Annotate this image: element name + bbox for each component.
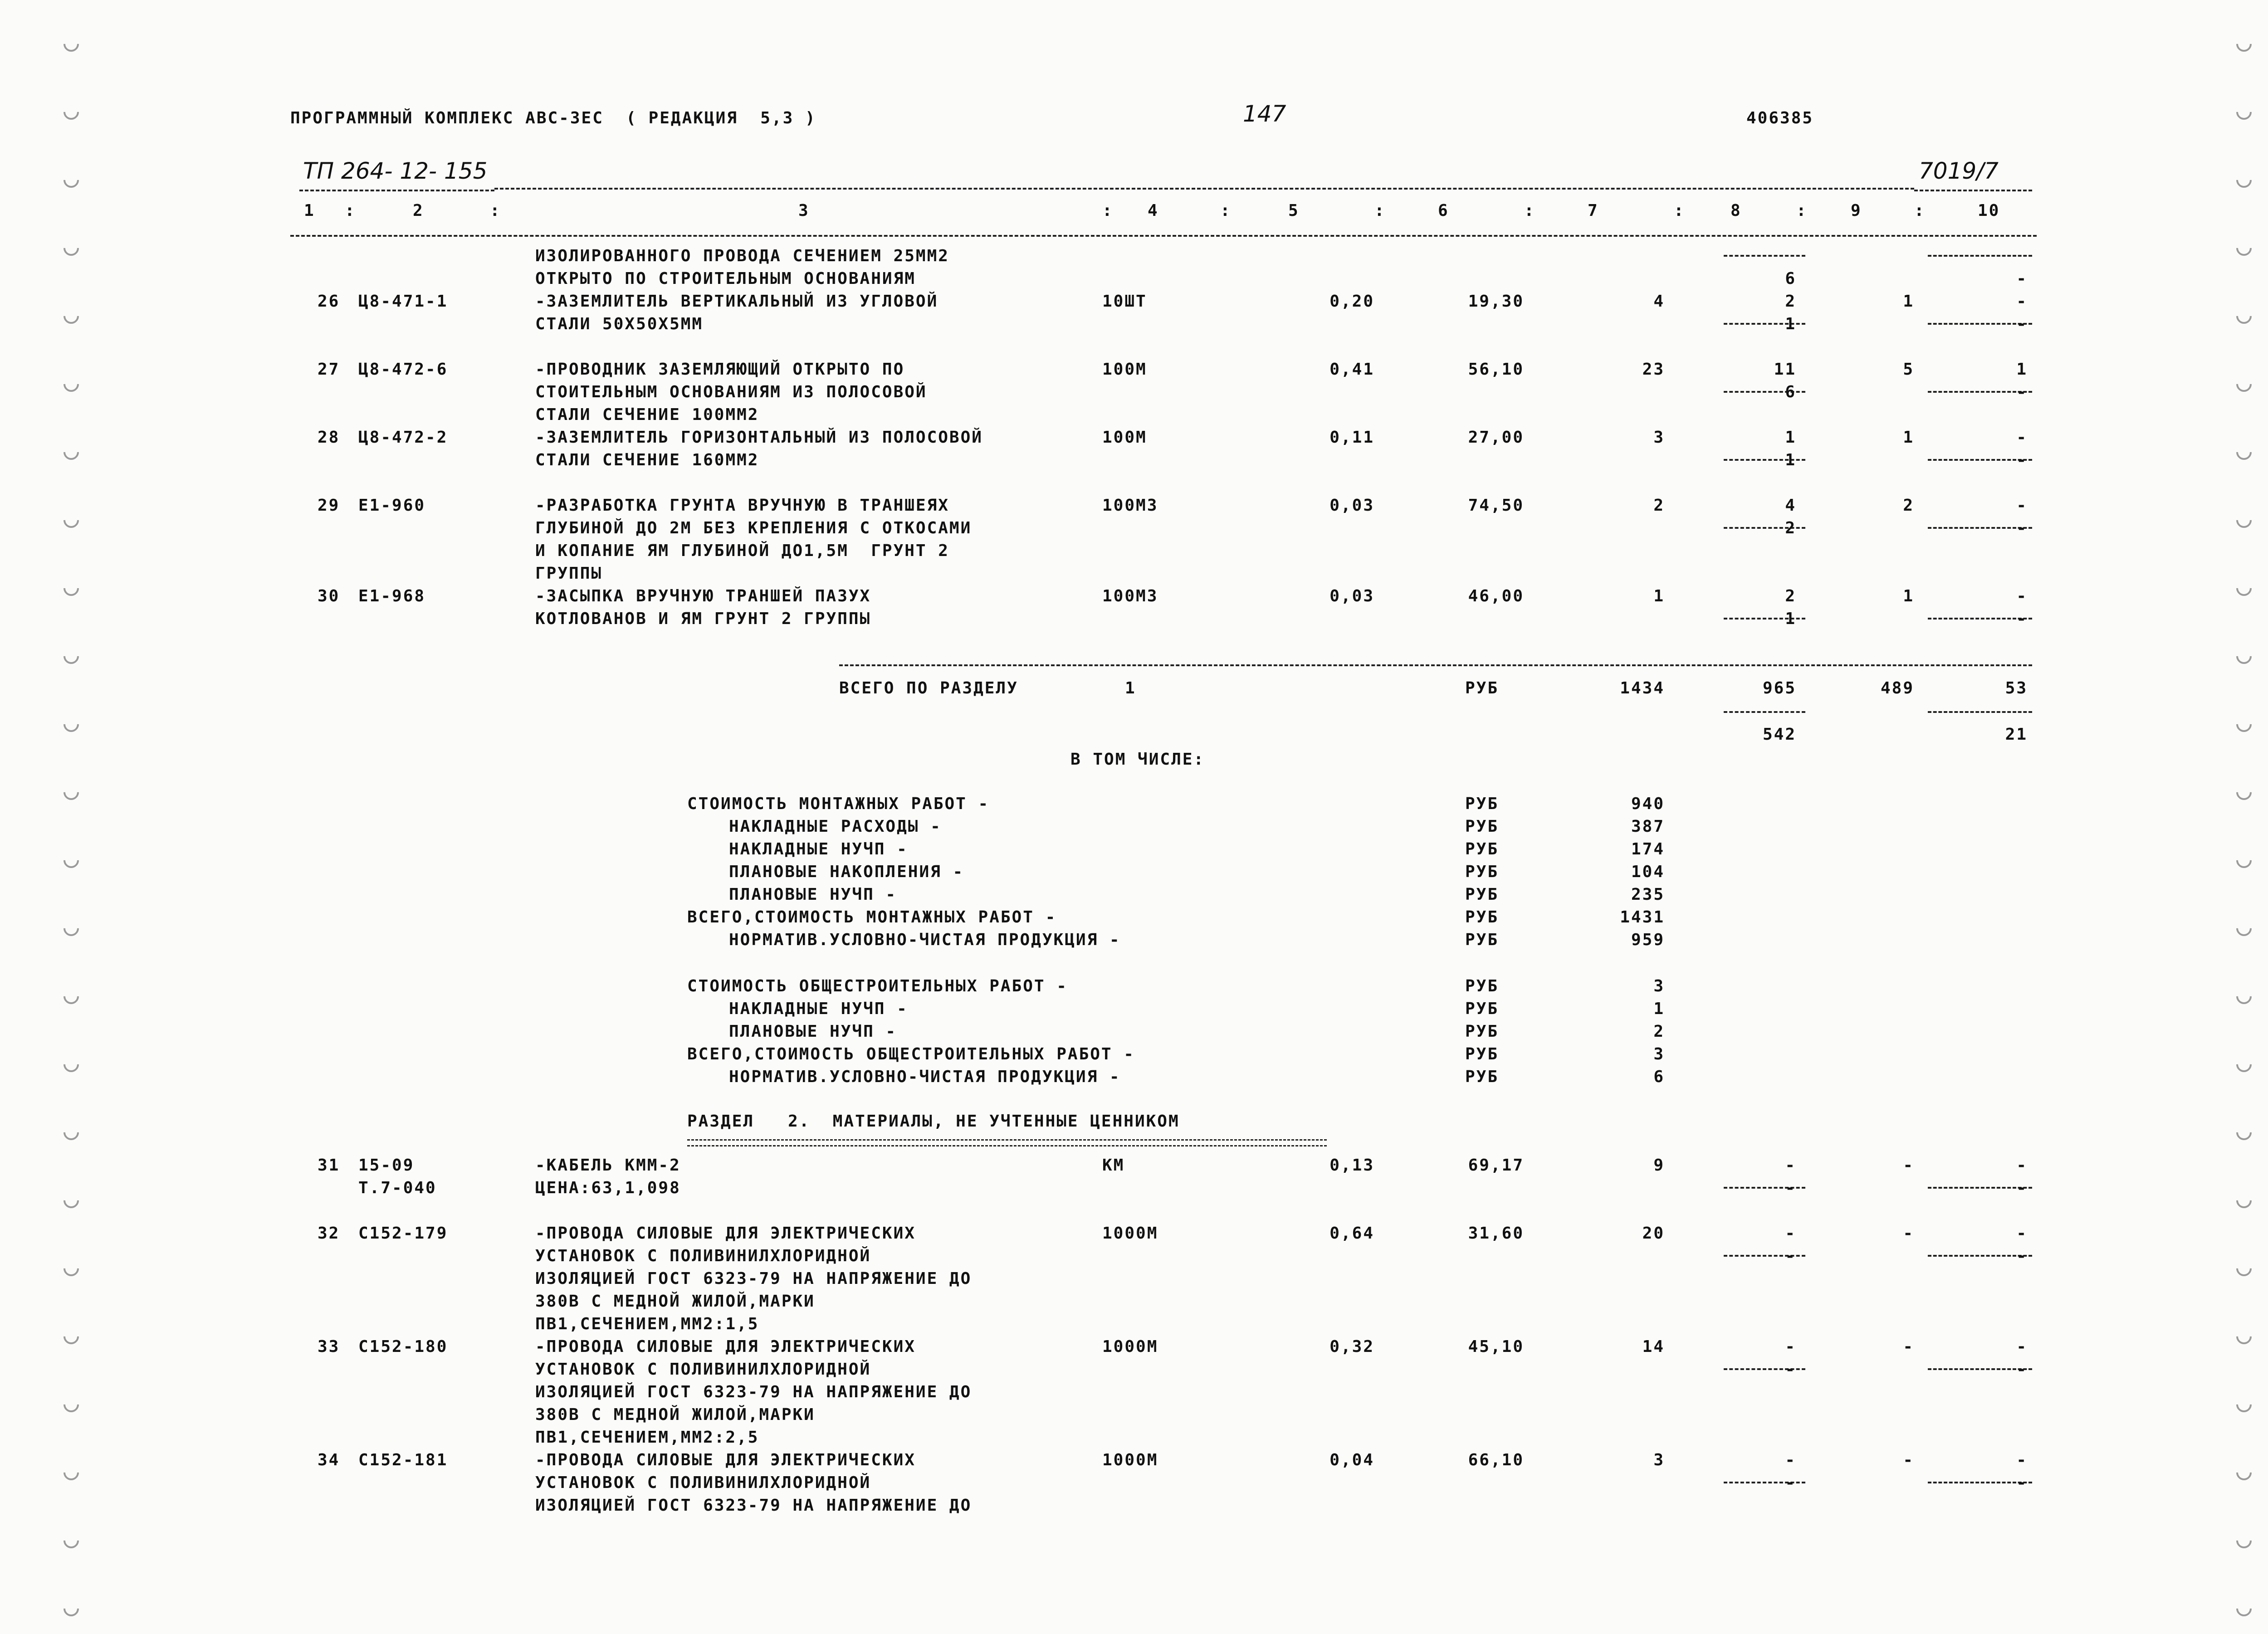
col9: - <box>1903 1337 1914 1356</box>
column-separator: : <box>1102 201 1114 220</box>
col10-top: - <box>2016 496 2028 515</box>
norm-code: С152-180 <box>358 1337 448 1356</box>
document-code: 406385 <box>1746 109 1814 127</box>
quantity: 0,13 <box>1330 1156 1374 1175</box>
norm-code: Е1-960 <box>358 496 426 515</box>
breakdown-value: 2 <box>1653 1022 1665 1041</box>
unit: 100М <box>1102 428 1147 447</box>
column-number-9: 9 <box>1851 201 1862 220</box>
feed-hole <box>2233 237 2255 259</box>
unit: 1000М <box>1102 1337 1158 1356</box>
col10-bottom: - <box>2016 610 2028 628</box>
column-number-10: 10 <box>1978 201 2000 220</box>
breakdown-label: СТОИМОСТЬ ОБЩЕСТРОИТЕЛЬНЫХ РАБОТ - <box>687 977 1068 995</box>
col10-top: - <box>2016 292 2028 311</box>
breakdown-value: 3 <box>1653 977 1665 995</box>
feed-hole <box>60 713 82 735</box>
unit-price: 27,00 <box>1468 428 1524 447</box>
section-total-col8-bottom: 542 <box>1762 725 1796 744</box>
col8-bottom: - <box>1785 1247 1796 1265</box>
breakdown-unit: РУБ <box>1465 931 1499 949</box>
feed-hole <box>2233 305 2255 327</box>
breakdown-label: ВСЕГО,СТОИМОСТЬ ОБЩЕСТРОИТЕЛЬНЫХ РАБОТ - <box>687 1045 1135 1063</box>
col10-top: 1 <box>2016 360 2028 379</box>
total-cost: 14 <box>1642 1337 1665 1356</box>
col8-top: - <box>1785 1451 1796 1469</box>
work-description-line: ОТКРЫТО ПО СТРОИТЕЛЬНЫМ ОСНОВАНИЯМ <box>535 269 916 288</box>
col8-split-rule <box>1724 711 1805 713</box>
unit-price: 66,10 <box>1468 1451 1524 1469</box>
col8-bottom: - <box>1785 1360 1796 1379</box>
work-description-line: ИЗОЛИРОВАННОГО ПРОВОДА СЕЧЕНИЕМ 25ММ2 <box>535 247 949 265</box>
unit: 1000М <box>1102 1451 1158 1469</box>
row-number: 30 <box>318 587 340 605</box>
row-number: 28 <box>318 428 340 447</box>
quantity: 0,11 <box>1330 428 1374 447</box>
feed-hole <box>60 1394 82 1415</box>
col8-top: - <box>1785 1224 1796 1243</box>
feed-hole <box>2233 169 2255 191</box>
col9: 2 <box>1903 496 1914 515</box>
work-description-line: УСТАНОВОК С ПОЛИВИНИЛХЛОРИДНОЙ <box>535 1473 871 1492</box>
column-separator: : <box>1674 201 1685 220</box>
norm-code-secondary: Т.7-040 <box>358 1179 437 1197</box>
col8-bottom: 1 <box>1785 610 1796 628</box>
work-description-line: ИЗОЛЯЦИЕЙ ГОСТ 6323-79 НА НАПРЯЖЕНИЕ ДО <box>535 1496 972 1515</box>
feed-hole <box>60 101 82 123</box>
row-number: 32 <box>318 1224 340 1243</box>
section-total-amount: 1434 <box>1620 679 1665 697</box>
work-description-line: -ЗАЗЕМЛИТЕЛЬ ВЕРТИКАЛЬНЫЙ ИЗ УГЛОВОЙ <box>535 292 938 311</box>
norm-code: Ц8-472-2 <box>358 428 448 447</box>
unit-price: 56,10 <box>1468 360 1524 379</box>
feed-hole <box>60 1190 82 1211</box>
quantity: 0,20 <box>1330 292 1374 311</box>
col10-bottom: - <box>2016 1247 2028 1265</box>
breakdown-unit: РУБ <box>1465 1068 1499 1086</box>
section-total-col9: 489 <box>1880 679 1914 697</box>
breakdown-label: СТОИМОСТЬ МОНТАЖНЫХ РАБОТ - <box>687 795 990 813</box>
feed-hole <box>60 1122 82 1143</box>
col8-top: - <box>1785 1156 1796 1175</box>
breakdown-label: НОРМАТИВ.УСЛОВНО-ЧИСТАЯ ПРОДУКЦИЯ - <box>729 1068 1121 1086</box>
row-number: 31 <box>318 1156 340 1175</box>
work-description-line: УСТАНОВОК С ПОЛИВИНИЛХЛОРИДНОЙ <box>535 1360 871 1379</box>
quantity: 0,32 <box>1330 1337 1374 1356</box>
work-description-line: -ЗАЗЕМЛИТЕЛЬ ГОРИЗОНТАЛЬНЫЙ ИЗ ПОЛОСОВОЙ <box>535 428 983 447</box>
breakdown-value: 235 <box>1631 885 1665 904</box>
col8-bottom: - <box>1785 1179 1796 1197</box>
col8-bottom: 2 <box>1785 519 1796 537</box>
col9: - <box>1903 1451 1914 1469</box>
project-number: ТП 264- 12- 155 <box>303 158 488 184</box>
col10-bottom: - <box>2016 519 2028 537</box>
feed-hole <box>2233 1598 2255 1619</box>
column-separator: : <box>1524 201 1535 220</box>
column-number-4: 4 <box>1148 201 1159 220</box>
total-cost: 23 <box>1642 360 1665 379</box>
column-separator: : <box>1374 201 1386 220</box>
unit-price: 74,50 <box>1468 496 1524 515</box>
col8-bottom: 1 <box>1785 451 1796 469</box>
col10-top: - <box>2016 1224 2028 1243</box>
work-description-line: 380В С МЕДНОЙ ЖИЛОЙ,МАРКИ <box>535 1405 815 1424</box>
breakdown-label: НАКЛАДНЫЕ НУЧП - <box>729 840 908 858</box>
work-description-line: -ЗАСЫПКА ВРУЧНУЮ ТРАНШЕЙ ПАЗУХ <box>535 587 871 605</box>
total-cost: 4 <box>1653 292 1665 311</box>
col9: 5 <box>1903 360 1914 379</box>
breakdown-unit: РУБ <box>1465 885 1499 904</box>
quantity: 0,64 <box>1330 1224 1374 1243</box>
breakdown-unit: РУБ <box>1465 840 1499 858</box>
feed-hole <box>2233 509 2255 531</box>
feed-hole <box>60 237 82 259</box>
column-number-8: 8 <box>1730 201 1742 220</box>
feed-hole <box>2233 849 2255 871</box>
col9: 1 <box>1903 587 1914 605</box>
work-description-line: ГРУППЫ <box>535 564 603 583</box>
feed-hole <box>2233 917 2255 939</box>
norm-code: Е1-968 <box>358 587 426 605</box>
work-description-line: ИЗОЛЯЦИЕЙ ГОСТ 6323-79 НА НАПРЯЖЕНИЕ ДО <box>535 1269 972 1288</box>
work-description-line: ПВ1,СЕЧЕНИЕМ,ММ2:2,5 <box>535 1428 759 1447</box>
feed-hole <box>2233 645 2255 667</box>
breakdown-label: НОРМАТИВ.УСЛОВНО-ЧИСТАЯ ПРОДУКЦИЯ - <box>729 931 1121 949</box>
col8-bottom: 6 <box>1785 383 1796 401</box>
breakdown-value: 387 <box>1631 817 1665 836</box>
total-cost: 3 <box>1653 1451 1665 1469</box>
feed-hole <box>60 849 82 871</box>
header-rule <box>494 188 1914 190</box>
breakdown-unit: РУБ <box>1465 977 1499 995</box>
work-description-line: -РАЗРАБОТКА ГРУНТА ВРУЧНУЮ В ТРАНШЕЯХ <box>535 496 949 515</box>
quantity: 0,03 <box>1330 496 1374 515</box>
breakdown-value: 104 <box>1631 863 1665 881</box>
work-description-line: 380В С МЕДНОЙ ЖИЛОЙ,МАРКИ <box>535 1292 815 1311</box>
column-separator: : <box>1914 201 1926 220</box>
breakdown-value: 1431 <box>1620 908 1665 927</box>
column-header-rule <box>290 235 2037 237</box>
breakdown-label: НАКЛАДНЫЕ РАСХОДЫ - <box>729 817 942 836</box>
row-number: 34 <box>318 1451 340 1469</box>
feed-hole <box>60 1326 82 1347</box>
column-number-1: 1 <box>304 201 315 220</box>
col8-top: 11 <box>1774 360 1796 379</box>
feed-hole <box>60 1054 82 1075</box>
feed-hole <box>60 1258 82 1279</box>
project-underline <box>299 190 494 191</box>
column-separator: : <box>345 201 356 220</box>
sheet-number: 7019/7 <box>1919 158 1999 184</box>
breakdown-unit: РУБ <box>1465 908 1499 927</box>
col9: - <box>1903 1156 1914 1175</box>
feed-hole <box>60 305 82 327</box>
norm-code: Ц8-472-6 <box>358 360 448 379</box>
col10-top: - <box>2016 1156 2028 1175</box>
col10-bottom: - <box>2016 269 2028 288</box>
col10-top: - <box>2016 587 2028 605</box>
feed-hole <box>2233 1258 2255 1279</box>
unit-price: 31,60 <box>1468 1224 1524 1243</box>
section-total-col10-top: 53 <box>2005 679 2028 697</box>
feed-hole <box>2233 1530 2255 1551</box>
feed-hole <box>60 33 82 55</box>
col10-bottom: - <box>2016 383 2028 401</box>
breakdown-value: 3 <box>1653 1045 1665 1063</box>
row-number: 29 <box>318 496 340 515</box>
unit: 100М3 <box>1102 587 1158 605</box>
breakdown-value: 940 <box>1631 795 1665 813</box>
feed-hole <box>60 1530 82 1551</box>
quantity: 0,03 <box>1330 587 1374 605</box>
feed-hole <box>60 577 82 599</box>
total-cost: 1 <box>1653 587 1665 605</box>
col10-bottom: - <box>2016 1360 2028 1379</box>
unit: 100М3 <box>1102 496 1158 515</box>
work-description-line: -ПРОВОДА СИЛОВЫЕ ДЛЯ ЭЛЕКТРИЧЕСКИХ <box>535 1224 916 1243</box>
work-description-line: СТАЛИ СЕЧЕНИЕ 100ММ2 <box>535 405 759 424</box>
col10-top: - <box>2016 1451 2028 1469</box>
work-description-line: ГЛУБИНОЙ ДО 2М БЕЗ КРЕПЛЕНИЯ С ОТКОСАМИ <box>535 519 972 537</box>
col8-top: - <box>1785 1337 1796 1356</box>
col8-bottom: 1 <box>1785 315 1796 333</box>
feed-hole <box>2233 1462 2255 1483</box>
breakdown-label: ВСЕГО,СТОИМОСТЬ МОНТАЖНЫХ РАБОТ - <box>687 908 1057 927</box>
col10-split-rule <box>1928 711 2032 713</box>
feed-hole <box>2233 1190 2255 1211</box>
feed-hole <box>2233 985 2255 1007</box>
feed-hole <box>60 509 82 531</box>
feed-hole <box>60 373 82 395</box>
column-number-6: 6 <box>1438 201 1449 220</box>
total-cost: 3 <box>1653 428 1665 447</box>
work-description-line: -ПРОВОДНИК ЗАЗЕМЛЯЮЩИЙ ОТКРЫТО ПО <box>535 360 905 379</box>
total-cost: 20 <box>1642 1224 1665 1243</box>
breakdown-unit: РУБ <box>1465 817 1499 836</box>
row-number: 26 <box>318 292 340 311</box>
norm-code: С152-179 <box>358 1224 448 1243</box>
unit-price: 45,10 <box>1468 1337 1524 1356</box>
work-description-line: ЦЕНА:63,1,098 <box>535 1179 681 1197</box>
work-description-line: И КОПАНИЕ ЯМ ГЛУБИНОЙ ДО1,5М ГРУНТ 2 <box>535 541 949 560</box>
feed-hole <box>2233 33 2255 55</box>
norm-code: 15-09 <box>358 1156 415 1175</box>
section-total-unit: РУБ <box>1465 679 1499 697</box>
including-label: В ТОМ ЧИСЛЕ: <box>1070 750 1205 769</box>
feed-hole <box>60 985 82 1007</box>
work-description-line: СТАЛИ 50Х50Х5ММ <box>535 315 704 333</box>
work-description-line: СТОИТЕЛЬНЫМ ОСНОВАНИЯМ ИЗ ПОЛОСОВОЙ <box>535 383 927 401</box>
breakdown-label: ПЛАНОВЫЕ НАКОПЛЕНИЯ - <box>729 863 964 881</box>
breakdown-unit: РУБ <box>1465 795 1499 813</box>
col10-top: - <box>2016 1337 2028 1356</box>
quantity: 0,41 <box>1330 360 1374 379</box>
unit: 100М <box>1102 360 1147 379</box>
feed-hole <box>2233 713 2255 735</box>
col10-bottom: - <box>2016 451 2028 469</box>
column-separator: : <box>1796 201 1808 220</box>
section-total-label: ВСЕГО ПО РАЗДЕЛУ <box>839 679 1018 697</box>
column-number-5: 5 <box>1288 201 1300 220</box>
feed-hole <box>2233 1122 2255 1143</box>
unit-price: 69,17 <box>1468 1156 1524 1175</box>
feed-hole <box>2233 101 2255 123</box>
column-number-2: 2 <box>413 201 424 220</box>
norm-code: С152-181 <box>358 1451 448 1469</box>
program-header: ПРОГРАММНЫЙ КОМПЛЕКС АВС-3ЕС ( РЕДАКЦИЯ 5,3 ) <box>290 109 816 127</box>
breakdown-label: ПЛАНОВЫЕ НУЧП - <box>729 885 897 904</box>
work-description-line: ИЗОЛЯЦИЕЙ ГОСТ 6323-79 НА НАПРЯЖЕНИЕ ДО <box>535 1383 972 1401</box>
work-description-line: УСТАНОВОК С ПОЛИВИНИЛХЛОРИДНОЙ <box>535 1247 871 1265</box>
quantity: 0,04 <box>1330 1451 1374 1469</box>
breakdown-label: НАКЛАДНЫЕ НУЧП - <box>729 1000 908 1018</box>
row-number: 27 <box>318 360 340 379</box>
work-description-line: -КАБЕЛЬ КММ-2 <box>535 1156 681 1175</box>
feed-hole <box>2233 1326 2255 1347</box>
breakdown-unit: РУБ <box>1465 863 1499 881</box>
section-total-col10-bottom: 21 <box>2005 725 2028 744</box>
unit: 10ШТ <box>1102 292 1147 311</box>
column-separator: : <box>490 201 501 220</box>
feed-hole <box>60 781 82 803</box>
col8-split-rule <box>1724 255 1805 257</box>
col10-split-rule <box>1928 255 2032 257</box>
unit-price: 46,00 <box>1468 587 1524 605</box>
unit-price: 19,30 <box>1468 292 1524 311</box>
breakdown-value: 959 <box>1631 931 1665 949</box>
col8-bottom: - <box>1785 1473 1796 1492</box>
col8-top: 4 <box>1785 496 1796 515</box>
col8-top: 2 <box>1785 292 1796 311</box>
breakdown-unit: РУБ <box>1465 1045 1499 1063</box>
column-separator: : <box>1220 201 1232 220</box>
unit: 1000М <box>1102 1224 1158 1243</box>
work-description-line: -ПРОВОДА СИЛОВЫЕ ДЛЯ ЭЛЕКТРИЧЕСКИХ <box>535 1451 916 1469</box>
handwritten-page-number: 147 <box>1243 101 1286 127</box>
feed-hole <box>2233 1054 2255 1075</box>
feed-hole <box>2233 1394 2255 1415</box>
row-number: 33 <box>318 1337 340 1356</box>
col8-top: 2 <box>1785 587 1796 605</box>
total-cost: 9 <box>1653 1156 1665 1175</box>
sheet-underline <box>1914 190 2032 191</box>
norm-code: Ц8-471-1 <box>358 292 448 311</box>
unit: КМ <box>1102 1156 1125 1175</box>
col9: 1 <box>1903 292 1914 311</box>
feed-hole <box>60 645 82 667</box>
breakdown-value: 1 <box>1653 1000 1665 1018</box>
col8-bottom: 6 <box>1785 269 1796 288</box>
breakdown-label: ПЛАНОВЫЕ НУЧП - <box>729 1022 897 1041</box>
section-total-c4: 1 <box>1125 679 1136 697</box>
col9: 1 <box>1903 428 1914 447</box>
column-number-3: 3 <box>798 201 810 220</box>
feed-hole <box>2233 781 2255 803</box>
feed-hole <box>2233 441 2255 463</box>
col10-bottom: - <box>2016 315 2028 333</box>
col8-top: 1 <box>1785 428 1796 447</box>
section-total-col8-top: 965 <box>1762 679 1796 697</box>
work-description-line: КОТЛОВАНОВ И ЯМ ГРУНТ 2 ГРУППЫ <box>535 610 871 628</box>
col9: - <box>1903 1224 1914 1243</box>
total-cost: 2 <box>1653 496 1665 515</box>
work-description-line: ПВ1,СЕЧЕНИЕМ,ММ2:1,5 <box>535 1315 759 1333</box>
section-2-title: РАЗДЕЛ 2. МАТЕРИАЛЫ, НЕ УЧТЕННЫЕ ЦЕННИКОМ <box>687 1112 1180 1131</box>
breakdown-value: 174 <box>1631 840 1665 858</box>
col10-bottom: - <box>2016 1179 2028 1197</box>
col10-top: - <box>2016 428 2028 447</box>
breakdown-unit: РУБ <box>1465 1022 1499 1041</box>
feed-hole <box>60 169 82 191</box>
work-description-line: -ПРОВОДА СИЛОВЫЕ ДЛЯ ЭЛЕКТРИЧЕСКИХ <box>535 1337 916 1356</box>
section-2-title-rule <box>687 1139 1327 1146</box>
work-description-line: СТАЛИ СЕЧЕНИЕ 160ММ2 <box>535 451 759 469</box>
breakdown-unit: РУБ <box>1465 1000 1499 1018</box>
feed-hole <box>60 917 82 939</box>
col10-bottom: - <box>2016 1473 2028 1492</box>
feed-hole <box>60 441 82 463</box>
feed-hole <box>2233 577 2255 599</box>
feed-hole <box>60 1462 82 1483</box>
section-total-rule <box>839 664 2032 666</box>
column-number-7: 7 <box>1588 201 1599 220</box>
feed-hole <box>60 1598 82 1619</box>
breakdown-value: 6 <box>1653 1068 1665 1086</box>
feed-hole <box>2233 373 2255 395</box>
